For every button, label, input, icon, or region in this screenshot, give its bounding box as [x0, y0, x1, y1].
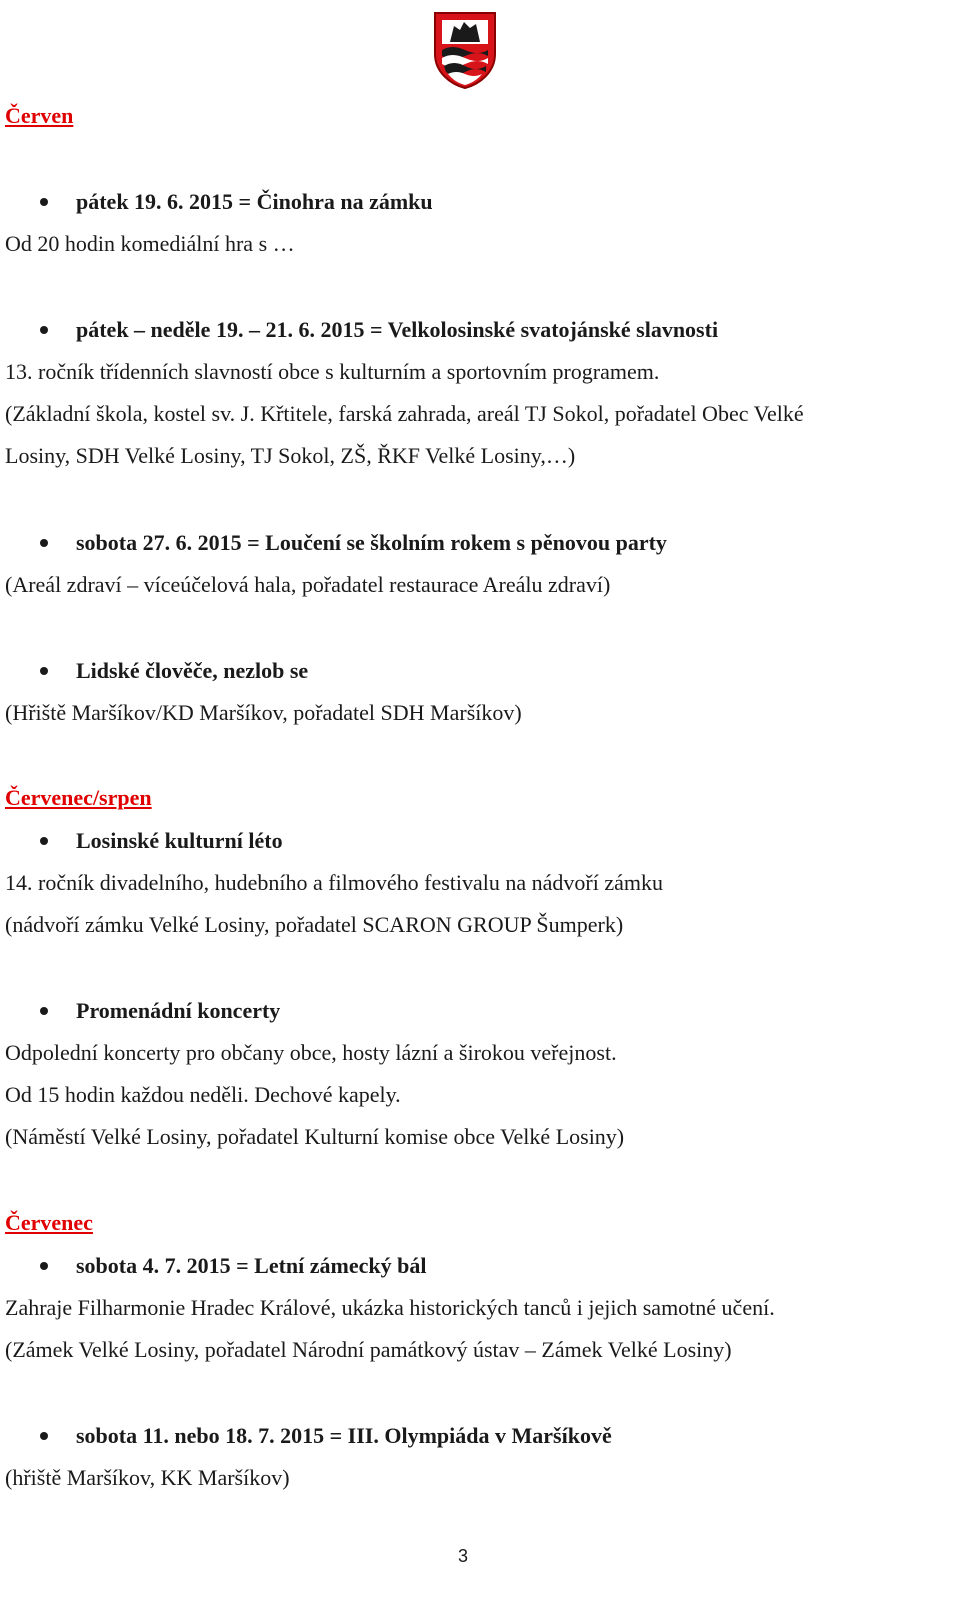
event-detail: Odpolední koncerty pro občany obce, hosty lázní a širokou veřejnost. [5, 1040, 617, 1065]
event-title: sobota 4. 7. 2015 = Letní zámecký bál [40, 1253, 426, 1279]
event-title: sobota 11. nebo 18. 7. 2015 = III. Olympiáda v Maršíkově [40, 1423, 612, 1449]
bullet-icon [40, 837, 48, 845]
bullet-icon [40, 1432, 48, 1440]
page-number: 3 [458, 1546, 469, 1566]
event-title: Losinské kulturní léto [40, 828, 283, 854]
bullet-icon [40, 1007, 48, 1015]
event-detail: (Areál zdraví – víceúčelová hala, pořadatel restaurace Areálu zdraví) [5, 572, 611, 597]
event-detail: 13. ročník třídenních slavností obce s kulturním a sportovním programem. [5, 359, 660, 384]
event-title: pátek – neděle 19. – 21. 6. 2015 = Velkolosinské svatojánské slavnosti [40, 317, 718, 343]
event-detail: Zahraje Filharmonie Hradec Králové, ukázka historických tanců i jejich samotné učení. [5, 1295, 775, 1320]
event-title: sobota 27. 6. 2015 = Loučení se školním rokem s pěnovou party [40, 530, 667, 556]
bullet-icon [40, 667, 48, 675]
event-detail: (hřiště Maršíkov, KK Maršíkov) [5, 1465, 290, 1490]
bullet-icon [40, 326, 48, 334]
bullet-icon [40, 1262, 48, 1270]
month-heading: Červenec/srpen [5, 785, 152, 810]
event-detail: Losiny, SDH Velké Losiny, TJ Sokol, ZŠ, ŘKF Velké Losiny,…) [5, 443, 576, 468]
bullet-icon [40, 539, 48, 547]
event-title: pátek 19. 6. 2015 = Činohra na zámku [40, 189, 433, 215]
month-heading: Červen [5, 103, 74, 128]
month-heading: Červenec [5, 1210, 93, 1235]
bullet-icon [40, 198, 48, 206]
event-title: Lidské člověče, nezlob se [40, 658, 308, 684]
event-detail: (Hřiště Maršíkov/KD Maršíkov, pořadatel SDH Maršíkov) [5, 700, 522, 725]
event-detail: (Náměstí Velké Losiny, pořadatel Kulturní komise obce Velké Losiny) [5, 1124, 625, 1149]
coat-of-arms-logo [432, 10, 498, 90]
event-detail: Od 15 hodin každou neděli. Dechové kapely. [5, 1082, 401, 1107]
event-detail: 14. ročník divadelního, hudebního a filmového festivalu na nádvoří zámku [5, 870, 664, 895]
event-detail: (nádvoří zámku Velké Losiny, pořadatel SCARON GROUP Šumperk) [5, 912, 624, 937]
event-title: Promenádní koncerty [40, 998, 280, 1024]
event-detail: (Základní škola, kostel sv. J. Křtitele, farská zahrada, areál TJ Sokol, pořadatel Obec Velké [5, 401, 804, 426]
event-detail: Od 20 hodin komediální hra s … [5, 231, 295, 256]
event-detail: (Zámek Velké Losiny, pořadatel Národní památkový ústav – Zámek Velké Losiny) [5, 1337, 732, 1362]
